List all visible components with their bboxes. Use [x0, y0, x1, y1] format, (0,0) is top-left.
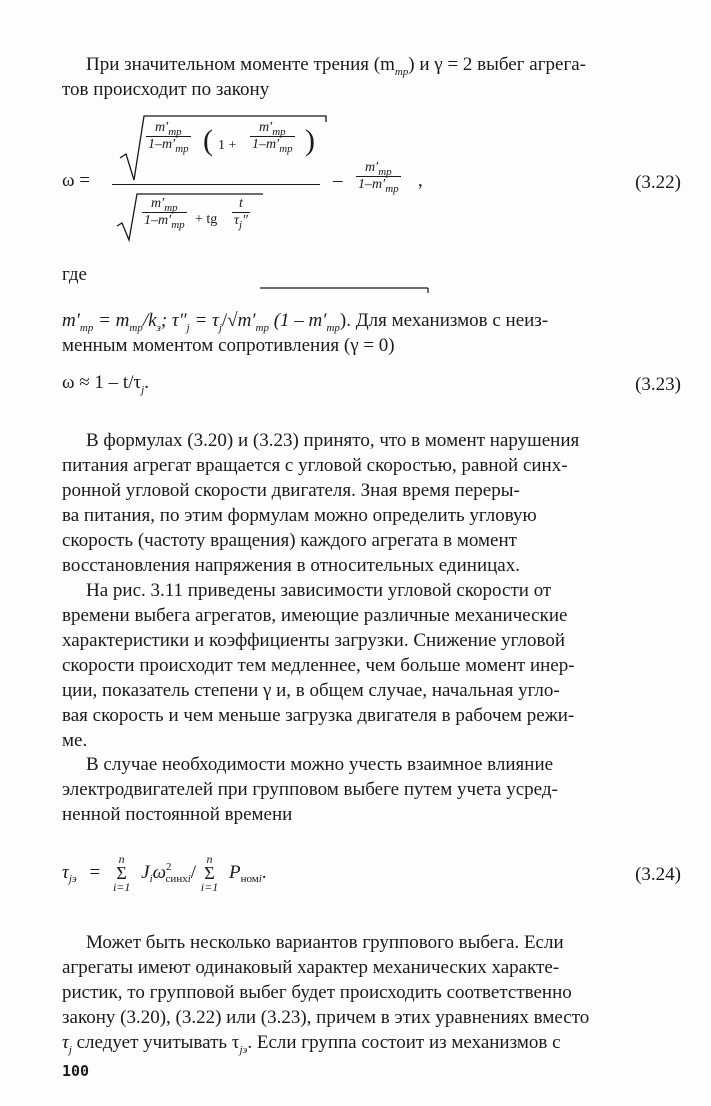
- equation-number-3-22: (3.22): [635, 172, 681, 193]
- numerator-frac-1: $\frac{m'_{тр}}{1-m'_{тр}}$: [148, 120, 189, 155]
- sum-1: n Σ i=1: [112, 852, 131, 894]
- where-paragraph: $m'_{тр} = m_{тр}/k_з$; $\tau''_j = \tau_j/√m'_{тр}$ $(1 - m'_{тр})$. Для механизмов с неиз- менным моментом сопротивления (γ = 0): [62, 310, 549, 356]
- intro-paragraph: При значительном моменте трения $(m_{тр})$ и γ = 2 выбег агрега- тов происходит по закону: [62, 54, 586, 100]
- equation-number-3-23: (3.23): [635, 374, 681, 395]
- left-paren: (: [203, 124, 213, 157]
- paragraph-1: В формулах (3.20) и (3.23) принято, что в момент нарушения питания агрегат вращается с угловой скоростью, равной синх- ронной угловой скорости двигателя. Зная время переры- ва питания, по этим формулам можно определить угловую скорость (частоту вращения) каждого агрегата в момент восстановления напряжения в относительных единицах.: [62, 430, 580, 576]
- paragraph-4: Может быть несколько вариантов группового выбега. Если агрегаты имеют одинаковый характер механических характе- ристик, то групповой выбег будет происходить соответственно закону (3.20), (3.22) или (3.23), причем в этих уравнениях вместо $\tau_j$ следует учитывать $\tau_{jэ}$. Если группа состоит из механизмов с: [62, 932, 590, 1056]
- document-page: При значительном моменте трения $(m_{тр})$ и γ = 2 выбег агрега- тов происходит по закону ω = $\frac{m'_{тр}}{1-m'_{тр}}$ ( 1 + $\frac{m'_{тр}}{1-m'_{тр}}$ ) $\frac{m'_{тр}}{1-m'_{тр}}$ + tg $\frac{t}{\tau_j''}$ – $\frac{m'_{тр}}{1-m'_{тр}}$ , (3.22) где $m'_{тр} = m_{тр}/k_з$; $\tau''_j = \tau_j/√m'_{тр}$ $(1 - m'_{тр})$. Для механизмов с неиз- менным моментом сопротивления (γ = 0) $\omega \approx 1 - t/\tau_j$. (3.23) В формулах (3.20) и (3.23) принято, что в момент нарушения питания агрегат вращается с угловой скоростью, равной синх- ронной угловой скорости двигателя. Зная время переры- ва питания, по этим формулам можно определить угловую скорость (частоту вращения) каждого агрегата в момент восстановления напряжения в относительных единицах. На рис. 3.11 приведены зависимости угловой скорости от времени выбега агрегатов, имеющие различные механические характеристики и коэффициенты загрузки. Снижение угловой скорости происходит тем медленнее, чем больше момент инер- ции, показатель степени γ и, в общем случае, начальная угло- вая скорость и чем меньше загрузка двигателя в рабочем режи- ме. В случае необходимости можно учесть взаимное влияние электродвигателей при групповом выбеге путем учета усред- ненной постоянной времени $\tau_{jэ}$ = n Σ i=1 $J_i\omega^2_{синхi}/$ n Σ i=1 $P_{номi}$. (3.24) Может быть несколько вариантов группового выбега. Если агрегаты имеют одинаковый характер механических характе- ристик, то групповой выбег будет происходить соответственно закону (3.20), (3.22) или (3.23), причем в этих уравнениях вместо $\tau_j$ следует учитывать $\tau_{jэ}$. Если группа состоит из механизмов с 100: [62, 54, 681, 1080]
- right-paren: ): [305, 124, 315, 157]
- equation-3-23: $\omega \approx 1 - t/\tau_j$.: [62, 372, 149, 396]
- equation-3-24: $\tau_{jэ}$ = n Σ i=1 $J_i\omega^2_{синхi}/$ n Σ i=1 $P_{номi}$.: [62, 852, 267, 894]
- paragraph-2: На рис. 3.11 приведены зависимости угловой скорости от времени выбега агрегатов, имеющие различные механические характеристики и коэффициенты загрузки. Снижение угловой скорости происходит тем медленнее, чем больше момент инер- ции, показатель степени γ и, в общем случае, начальная угло- вая скорость и чем меньше загрузка двигателя в рабочем режи- ме.: [62, 580, 575, 751]
- denominator-frac-2: $\frac{t}{\tau_j''}$: [234, 196, 248, 231]
- paragraph-3: В случае необходимости можно учесть взаимное влияние электродвигателей при групповом выбеге путем учета усред- ненной постоянной времени: [62, 754, 558, 825]
- equation-number-3-24: (3.24): [635, 864, 681, 885]
- denominator-frac-1: $\frac{m'_{тр}}{1-m'_{тр}}$: [144, 196, 185, 231]
- where-label: где: [62, 264, 87, 285]
- page-number: 100: [62, 1062, 90, 1080]
- sum-2: n Σ i=1: [200, 852, 219, 894]
- numerator-frac-2: $\frac{m'_{тр}}{1-m'_{тр}}$: [252, 120, 293, 155]
- second-term-frac: $\frac{m'_{тр}}{1-m'_{тр}}$: [358, 160, 399, 195]
- main-fraction-bar: [112, 184, 320, 185]
